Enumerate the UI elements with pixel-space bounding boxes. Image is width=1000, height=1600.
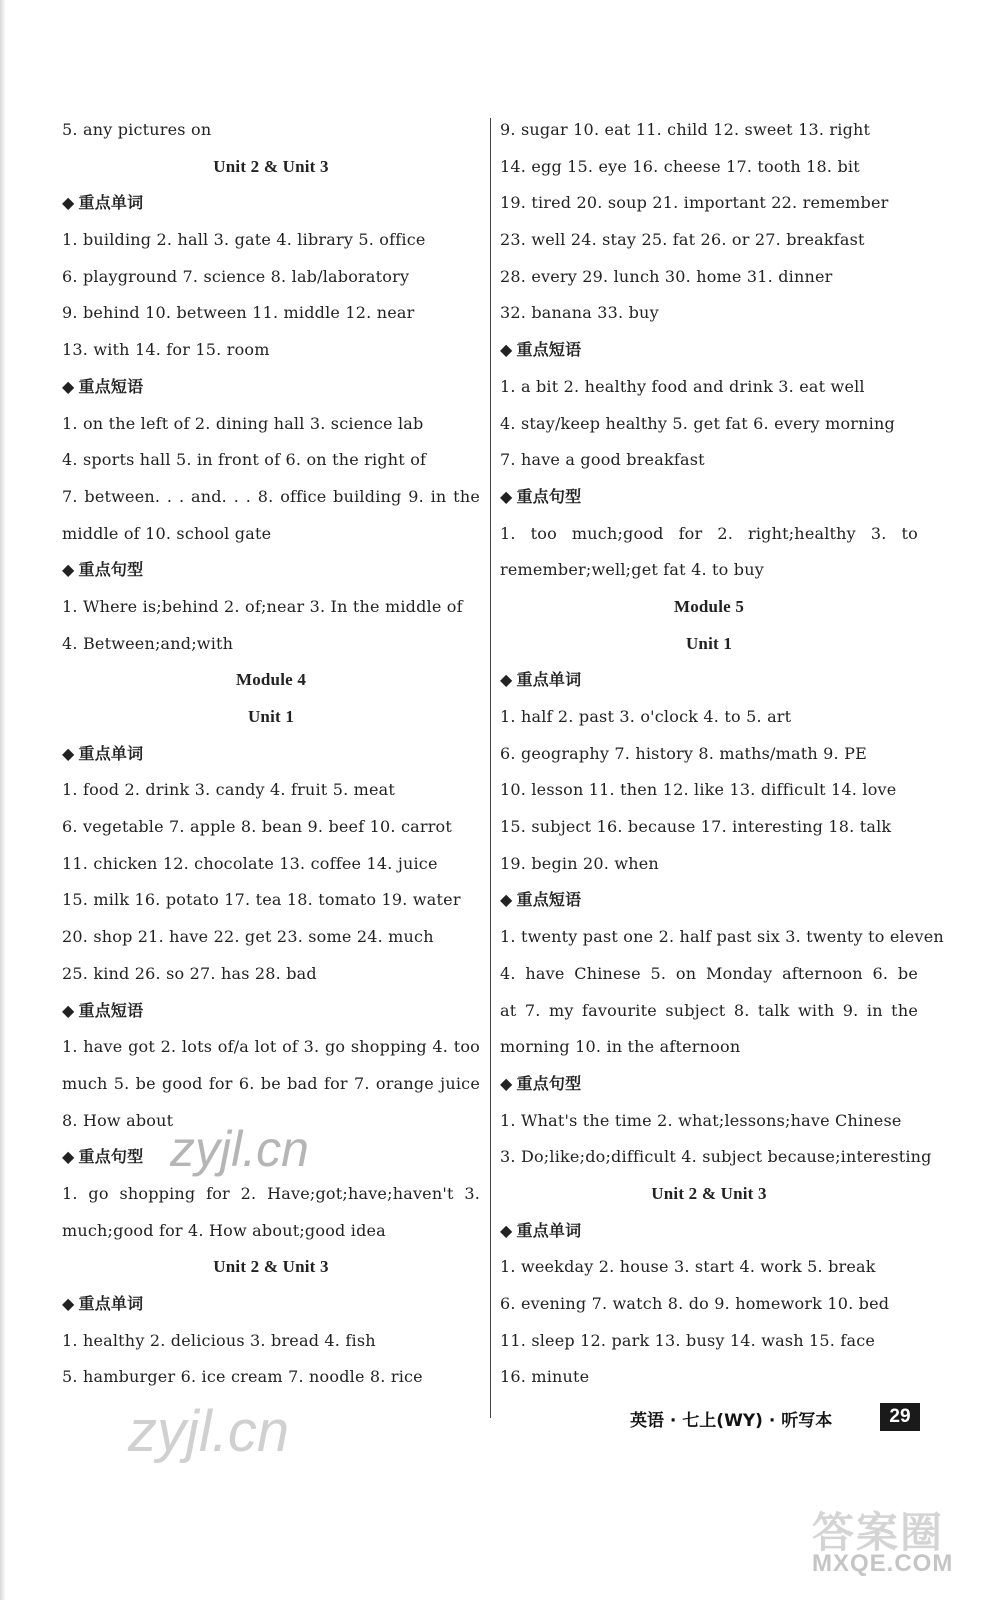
answer-line: 4. stay/keep healthy 5. get fat 6. every morning (500, 413, 895, 433)
category-heading-label: 重点单词 (516, 1220, 582, 1240)
answer-line: 4. have Chinese 5. on Monday afternoon 6. be (500, 963, 918, 983)
left-column (62, 112, 480, 1396)
answer-line: 1. twenty past one 2. half past six 3. twenty to eleven (500, 927, 944, 947)
answer-line: 5. hamburger 6. ice cream 7. noodle 8. rice (62, 1367, 423, 1387)
section-heading: Unit 1 (247, 707, 295, 726)
diamond-bullet-icon: ◆ (62, 376, 75, 396)
category-heading-label: 重点单词 (78, 743, 144, 763)
answer-line: 14. egg 15. eye 16. cheese 17. tooth 18. bit (500, 156, 860, 176)
footer-book-title: 英语 · 七上(WY) · 听写本 (630, 1411, 833, 1431)
answer-line: 32. banana 33. buy (500, 303, 659, 323)
section-heading: Unit 2 & Unit 3 (213, 156, 329, 176)
answer-line: 6. vegetable 7. apple 8. bean 9. beef 10. carrot (62, 817, 453, 837)
answer-line: middle of 10. school gate (62, 523, 272, 543)
answer-line: 1. on the left of 2. dining hall 3. science lab (62, 413, 424, 433)
page-number: 29 (880, 1403, 920, 1431)
section-heading: Module 4 (235, 670, 307, 690)
answer-line: 15. milk 16. potato 17. tea 18. tomato 19. water (62, 890, 461, 910)
diamond-bullet-icon: ◆ (62, 1294, 75, 1313)
diamond-bullet-icon: ◆ (500, 340, 513, 360)
category-heading-label: 重点单词 (78, 193, 144, 213)
answer-line: 4. sports hall 5. in front of 6. on the right of (62, 450, 427, 470)
category-heading-label: 重点句型 (78, 560, 144, 580)
answer-line: 19. begin 20. when (500, 853, 659, 873)
watermark-zyjl-1: zyjl.cn (170, 1121, 309, 1177)
answer-line: 11. chicken 12. chocolate 13. coffee 14. juice (62, 853, 438, 873)
diamond-bullet-icon: ◆ (500, 1220, 513, 1240)
answer-line: 11. sleep 12. park 13. busy 14. wash 15. face (500, 1330, 876, 1350)
diamond-bullet-icon: ◆ (62, 743, 75, 763)
watermark-brand (812, 1500, 972, 1590)
answer-line: 1. healthy 2. delicious 3. bread 4. fish (62, 1330, 376, 1350)
category-heading (500, 1213, 918, 1250)
category-heading (500, 662, 918, 699)
watermark-brand-url: MXQE.COM (812, 1550, 954, 1577)
category-heading (62, 552, 480, 589)
watermark-brand-cn: 答案圈 (812, 1508, 945, 1557)
page-edge-shadow (0, 0, 6, 1600)
answer-line: 5. any pictures on (62, 120, 212, 139)
diamond-bullet-icon: ◆ (62, 1000, 75, 1020)
diamond-bullet-icon: ◆ (500, 890, 513, 910)
category-heading (500, 1066, 918, 1103)
answer-line: much;good for 4. How about;good idea (62, 1220, 386, 1240)
diamond-bullet-icon: ◆ (62, 193, 75, 213)
answer-line: 3. Do;like;do;difficult 4. subject because;interesting (500, 1147, 932, 1167)
answer-line: 13. with 14. for 15. room (62, 340, 270, 360)
answer-line: 1. building 2. hall 3. gate 4. library 5. office (62, 230, 426, 250)
category-heading-label: 重点短语 (516, 340, 582, 360)
answer-line: 10. lesson 11. then 12. like 13. difficult 14. love (500, 780, 897, 800)
category-heading-label: 重点短语 (78, 376, 144, 396)
answer-line: 4. Between;and;with (62, 633, 234, 653)
answer-line: 1. What's the time 2. what;lessons;have Chinese (500, 1110, 902, 1130)
column-divider (490, 118, 491, 1418)
answer-line: 1. a bit 2. healthy food and drink 3. eat well (500, 376, 865, 396)
answer-line: 1. weekday 2. house 3. start 4. work 5. break (500, 1257, 876, 1277)
answer-line: 23. well 24. stay 25. fat 26. or 27. breakfast (500, 230, 865, 250)
diamond-bullet-icon: ◆ (500, 670, 513, 690)
answer-line: 7. have a good breakfast (500, 450, 705, 470)
category-heading-label: 重点短语 (78, 1000, 144, 1020)
diamond-bullet-icon: ◆ (62, 1147, 75, 1167)
category-heading (500, 332, 918, 369)
answer-line: 6. playground 7. science 8. lab/laboratory (62, 266, 410, 286)
answer-line: 7. between. . . and. . . 8. office building 9. in the (62, 486, 480, 506)
answer-line: 1. food 2. drink 3. candy 4. fruit 5. meat (62, 780, 396, 800)
answer-line: 9. behind 10. between 11. middle 12. near (62, 303, 415, 323)
section-heading: Unit 2 & Unit 3 (213, 1257, 329, 1277)
answer-line: remember;well;get fat 4. to buy (500, 560, 764, 580)
category-heading (62, 993, 480, 1030)
category-heading-label: 重点单词 (78, 1294, 144, 1313)
answer-line: 16. minute (500, 1367, 590, 1387)
answer-line: much 5. be good for 6. be bad for 7. orange juice (62, 1073, 480, 1093)
category-heading (500, 882, 918, 919)
diamond-bullet-icon: ◆ (500, 1073, 513, 1093)
answer-line: 20. shop 21. have 22. get 23. some 24. much (62, 927, 434, 947)
category-heading-label: 重点句型 (516, 486, 582, 506)
category-heading (62, 1286, 480, 1323)
answer-line: morning 10. in the afternoon (500, 1037, 741, 1057)
answer-line: 6. evening 7. watch 8. do 9. homework 10. bed (500, 1294, 890, 1313)
diamond-bullet-icon: ◆ (62, 560, 75, 580)
answer-line: 15. subject 16. because 17. interesting 18. talk (500, 817, 892, 837)
category-heading (62, 369, 480, 406)
section-heading: Unit 2 & Unit 3 (651, 1183, 767, 1203)
answer-line: 28. every 29. lunch 30. home 31. dinner (500, 266, 833, 286)
section-heading: Module 5 (673, 596, 745, 616)
answer-line: 6. geography 7. history 8. maths/math 9. PE (500, 743, 867, 763)
watermark-zyjl-2: zyjl.cn (128, 1399, 290, 1464)
category-heading (62, 185, 480, 222)
answer-line: 1. go shopping for 2. Have;got;have;haven't 3. (62, 1183, 480, 1203)
answer-line: 19. tired 20. soup 21. important 22. remember (500, 193, 889, 213)
answer-line: 8. How about (62, 1110, 174, 1130)
answer-line: 25. kind 26. so 27. has 28. bad (62, 963, 317, 983)
answer-line: at 7. my favourite subject 8. talk with 9. in the (500, 1000, 918, 1020)
category-heading-label: 重点句型 (78, 1147, 144, 1167)
answer-line: 9. sugar 10. eat 11. child 12. sweet 13. right (500, 120, 871, 139)
category-heading (62, 736, 480, 773)
section-heading: Unit 1 (685, 633, 733, 653)
category-heading-label: 重点短语 (516, 890, 582, 910)
diamond-bullet-icon: ◆ (500, 486, 513, 506)
right-column (500, 112, 944, 1396)
answer-line: 1. have got 2. lots of/a lot of 3. go shopping 4. too (62, 1037, 480, 1057)
category-heading-label: 重点单词 (516, 670, 582, 690)
answer-line: 1. too much;good for 2. right;healthy 3. to (500, 523, 918, 543)
category-heading-label: 重点句型 (516, 1073, 582, 1093)
answer-line: 1. half 2. past 3. o'clock 4. to 5. art (500, 707, 792, 726)
answer-line: 1. Where is;behind 2. of;near 3. In the middle of (62, 596, 463, 616)
category-heading (500, 479, 918, 516)
